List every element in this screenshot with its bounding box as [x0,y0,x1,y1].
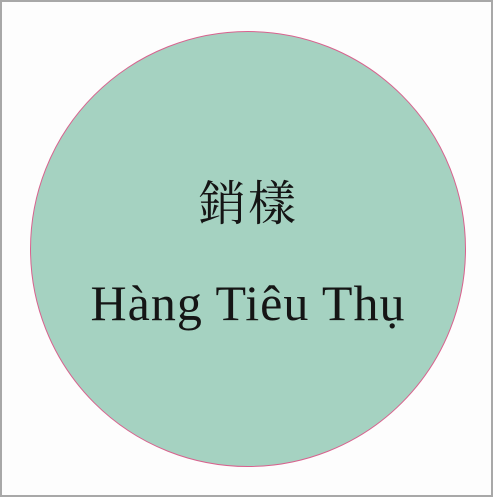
han-nom-label: 銷樣 [197,176,298,232]
label-circle [30,31,466,467]
vietnamese-label: Hàng Tiêu Thụ [90,275,406,331]
